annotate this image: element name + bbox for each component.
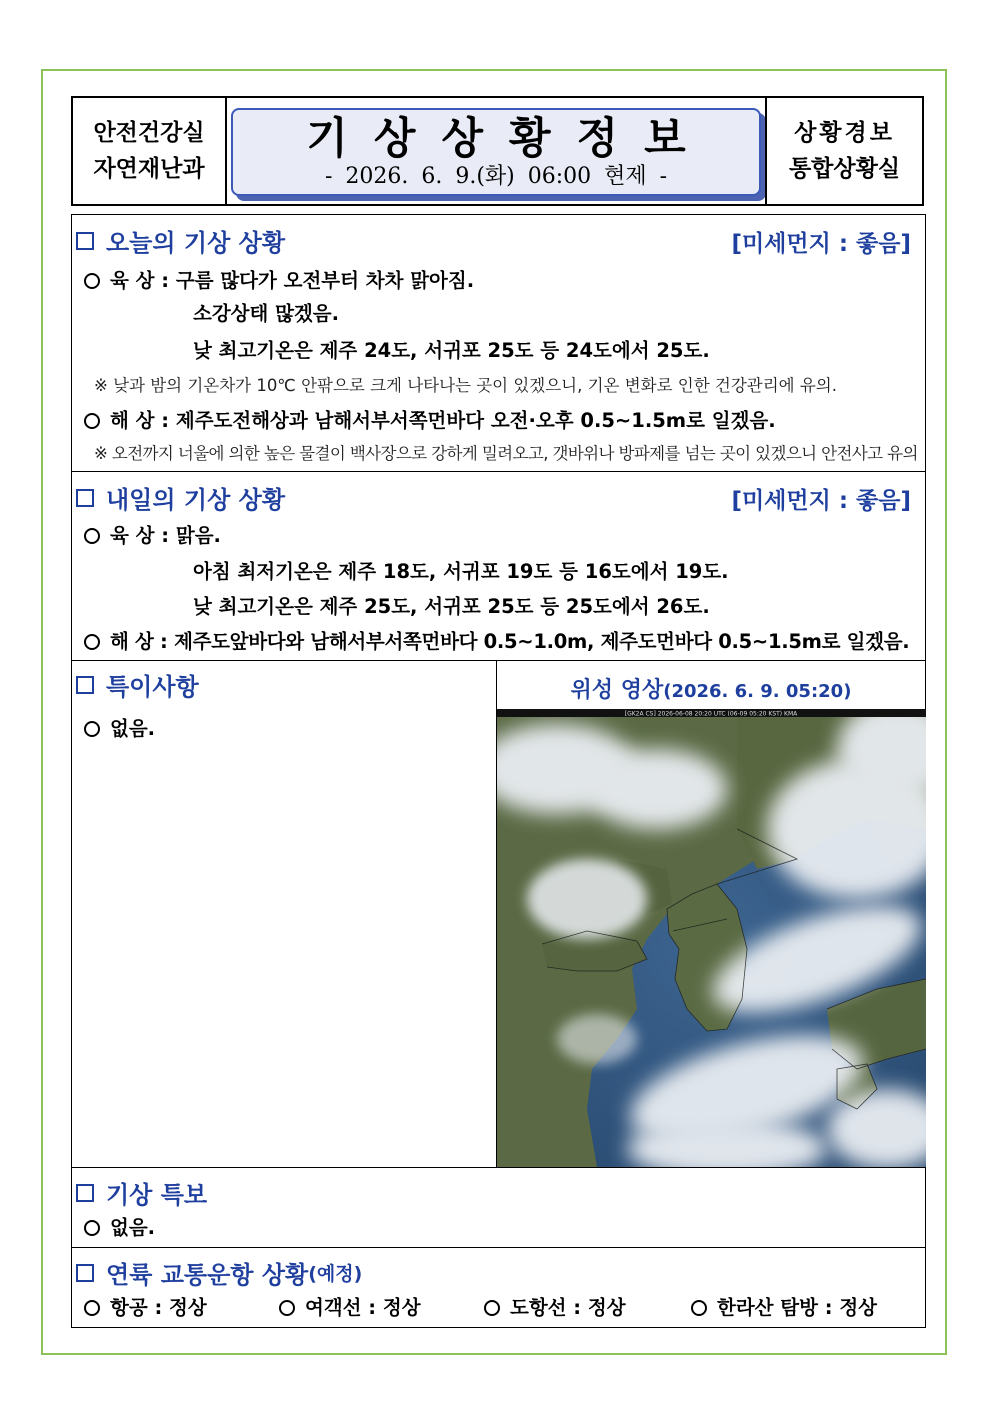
- circle-bullet-icon: [84, 413, 100, 429]
- sea-label: 해 상 :: [110, 409, 170, 432]
- report-date: - 2026. 6. 9.(화) 06:00 현제 -: [324, 164, 668, 189]
- department-line-2: 자연재난과: [93, 156, 205, 182]
- circle-bullet-icon: [84, 1300, 100, 1316]
- satellite-title-text: 위성 영상: [570, 678, 664, 703]
- checkbox-icon: [76, 232, 94, 250]
- tomorrow-land-line-2: 아침 최저기온은 제주 18도, 서귀포 19도 등 16도에서 19도.: [193, 560, 729, 583]
- divider: [72, 1247, 925, 1248]
- special-item-text: 없음.: [110, 717, 156, 740]
- today-sea-text: 제주도전해상과 남해서부서쪽먼바다 오전·오후 0.5~1.5m로 일겠음.: [175, 409, 776, 432]
- report-body: [71, 214, 926, 1328]
- special-section-title: [76, 667, 199, 702]
- traffic-item-ferry: [279, 1292, 421, 1320]
- department-line-1: 안전건강실: [93, 120, 205, 146]
- traffic-item-island-ferry: [484, 1292, 626, 1320]
- land-label: 육 상 :: [110, 269, 170, 292]
- tomorrow-land-line-3: 낮 최고기온은 제주 25도, 서귀포 25도 등 25도에서 26도.: [193, 595, 710, 618]
- tomorrow-fine-dust: [미세먼지 : 좋음]: [731, 488, 911, 514]
- tomorrow-title-text: 내일의 기상 상황: [106, 486, 285, 514]
- today-land-line-2: 소강상태 많겠음.: [193, 302, 340, 325]
- checkbox-icon: [76, 1184, 94, 1202]
- circle-bullet-icon: [484, 1300, 500, 1316]
- circle-bullet-icon: [84, 273, 100, 289]
- checkbox-icon: [76, 676, 94, 694]
- circle-bullet-icon: [691, 1300, 707, 1316]
- warning-section-title: [76, 1175, 207, 1210]
- today-land-text-1: 구름 많다가 오전부터 차차 맑아짐.: [175, 269, 475, 292]
- traffic-section-title: [76, 1255, 362, 1290]
- today-sea-note: ※ 오전까지 너울에 의한 높은 물결이 백사장으로 강하게 밀려오고, 갯바위나 방파제를 넘는 곳이 있겠으니 안전사고 유의: [94, 444, 918, 463]
- traffic-item-hallasan: [691, 1292, 877, 1320]
- today-fine-dust: [미세먼지 : 좋음]: [731, 231, 911, 257]
- traffic-item-text: 한라산 탐방 : 정상: [717, 1296, 878, 1319]
- today-section-title: [76, 223, 285, 258]
- today-land-line-1: [84, 265, 474, 293]
- today-sea-line: [84, 405, 776, 433]
- traffic-title-suffix: (예정): [308, 1263, 363, 1285]
- special-title-text: 특이사항: [106, 673, 199, 701]
- title-box: [231, 108, 761, 196]
- satellite-caption: [GK2A CS] 2026-06-08 20:20 UTC (06-09 05:20 KST) KMA: [624, 710, 798, 718]
- warning-item: [84, 1212, 155, 1240]
- tomorrow-land-line-1: [84, 520, 221, 548]
- divider: [72, 1167, 925, 1168]
- satellite-time: (2026. 6. 9. 05:20): [663, 681, 852, 702]
- situation-room-line-2: 통합상황실: [788, 156, 901, 182]
- satellite-image: [497, 709, 926, 1167]
- circle-bullet-icon: [279, 1300, 295, 1316]
- traffic-item-text: 항공 : 정상: [110, 1296, 207, 1319]
- today-title-text: 오늘의 기상 상황: [106, 229, 285, 257]
- sea-label: 해 상 :: [110, 630, 168, 653]
- situation-room-line-1: 상황경보: [794, 120, 895, 146]
- traffic-item-air: [84, 1292, 207, 1320]
- satellite-title: [496, 673, 926, 704]
- traffic-title-text: 연륙 교통운항 상황: [106, 1261, 309, 1289]
- traffic-item-text: 여객선 : 정상: [305, 1296, 421, 1319]
- report-title: 기상상황정보: [306, 114, 712, 164]
- divider: [72, 471, 925, 472]
- land-label: 육 상 :: [110, 524, 170, 547]
- checkbox-icon: [76, 1264, 94, 1282]
- today-land-line-3: 낮 최고기온은 제주 24도, 서귀포 25도 등 24도에서 25도.: [193, 339, 710, 362]
- report-header: [71, 96, 924, 206]
- issuing-department: [73, 98, 227, 204]
- special-item: [84, 713, 155, 741]
- tomorrow-section-title: [76, 480, 285, 515]
- traffic-item-text: 도항선 : 정상: [510, 1296, 626, 1319]
- tomorrow-sea-line: [84, 626, 909, 654]
- circle-bullet-icon: [84, 634, 100, 650]
- circle-bullet-icon: [84, 528, 100, 544]
- warning-item-text: 없음.: [110, 1216, 156, 1239]
- situation-room: [765, 98, 922, 204]
- checkbox-icon: [76, 489, 94, 507]
- warning-title-text: 기상 특보: [106, 1181, 208, 1209]
- circle-bullet-icon: [84, 721, 100, 737]
- circle-bullet-icon: [84, 1220, 100, 1236]
- today-land-note: ※ 낮과 밤의 기온차가 10℃ 안팎으로 크게 나타나는 곳이 있겠으니, 기온 변화로 인한 건강관리에 유의.: [94, 376, 837, 395]
- divider: [72, 660, 925, 661]
- tomorrow-sea-text: 제주도앞바다와 남해서부서쪽먼바다 0.5~1.0m, 제주도먼바다 0.5~1.5m로 일겠음.: [174, 630, 910, 653]
- tomorrow-land-text-1: 맑음.: [175, 524, 221, 547]
